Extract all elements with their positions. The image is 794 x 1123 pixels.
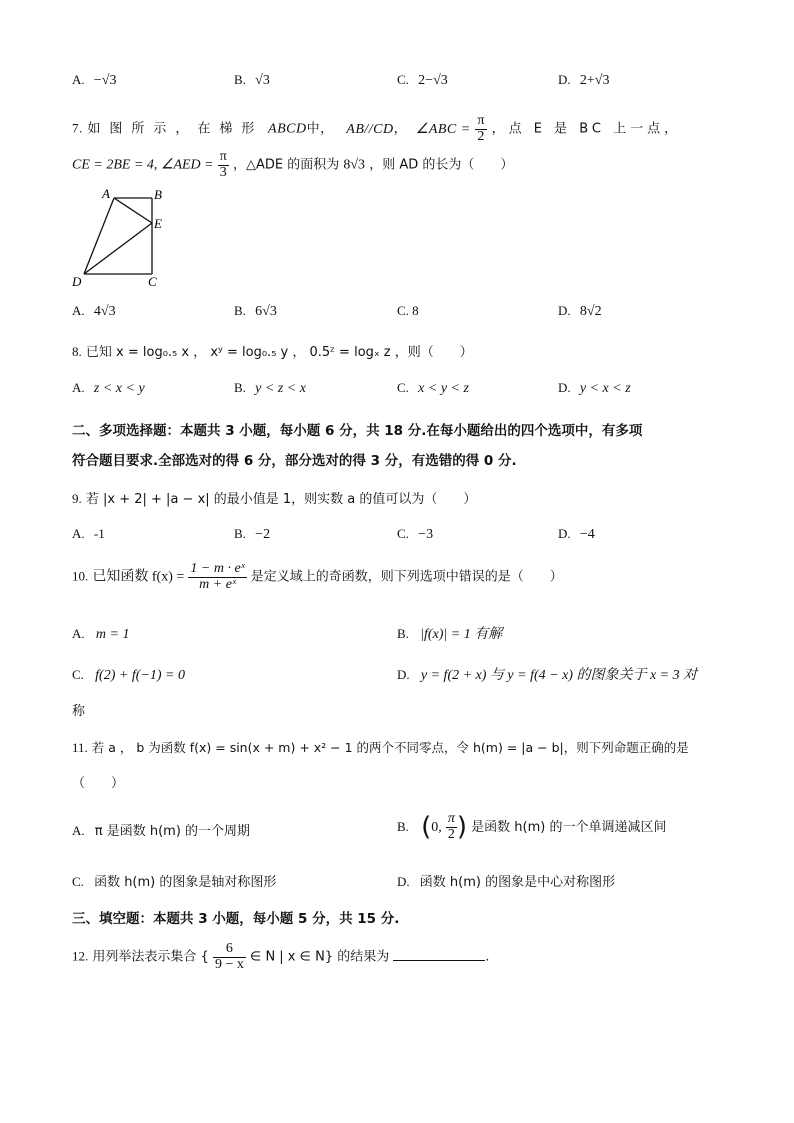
q11-option-d-value: 函数 h(m) 的图象是中心对称图形: [419, 875, 616, 890]
q8-stem: [72, 344, 473, 361]
q7-option-a-value: 4√3: [93, 304, 116, 319]
q12-end: .: [485, 949, 490, 965]
q11-option-b-interval-open: 0,: [431, 820, 442, 836]
q11-option-b-label: B.: [397, 819, 409, 835]
q8-option-d-label: D.: [558, 380, 571, 395]
q7-area-value: 8√3: [343, 157, 366, 173]
q7-pi-2: π: [219, 149, 227, 164]
q11-option-a-label: A.: [72, 823, 85, 838]
q10-option-d-label: D.: [397, 667, 410, 682]
q8-option-b: [234, 380, 306, 398]
q7-option-b-label: B.: [234, 303, 246, 318]
q9-option-b-value: −2: [255, 527, 271, 542]
q11-option-a-value: π 是函数 h(m) 的一个周期: [94, 824, 251, 839]
q7-option-b: [234, 303, 277, 321]
segment-ae: [114, 198, 152, 223]
q9-option-c-label: C.: [397, 526, 409, 541]
section2-heading-line1: 二、多项选择题：本题共 3 小题，每小题 6 分，共 18 分.在每小题给出的四个选项中，有多项: [72, 423, 643, 439]
q6-option-b: [234, 72, 270, 90]
q11-option-b: [397, 812, 666, 843]
q7-angle-abc: ∠ABC =: [415, 121, 471, 137]
q11-option-b-open-paren: (: [421, 812, 432, 842]
q10-option-b-value: |f(x)| = 1 有解: [420, 627, 503, 642]
q7-three: 3: [219, 164, 227, 180]
q7-option-a-label: A.: [72, 303, 85, 318]
q8-option-c-value: x < y < z: [418, 381, 469, 396]
q8-option-b-value: y < z < x: [255, 381, 306, 396]
q10-option-a-label: A.: [72, 626, 85, 641]
q11-option-d: [397, 874, 615, 891]
q7-option-d-value: 8√2: [579, 304, 602, 319]
q9-option-d-label: D.: [558, 526, 571, 541]
q10-option-c-label: C.: [72, 667, 84, 682]
q11-option-a: [72, 823, 250, 840]
q8-text: 已知 x = log₀.₅ x ， xʸ = log₀.₅ y ， 0.5ᶻ = logₓ z ，则（ ）: [85, 345, 473, 360]
q7-zhong: 中，: [306, 121, 334, 137]
q10-option-d-value: y = f(2 + x) 与 y = f(4 − x) 的图象关于 x = 3 对: [420, 668, 698, 683]
q7-parallel: AB//CD: [346, 121, 394, 137]
q7-point-e-text: ，点 E 是 BC 上一点，: [491, 121, 682, 137]
q11-option-b-fraction: [446, 812, 457, 842]
q10-option-c: [72, 667, 185, 685]
q8-option-a: [72, 380, 145, 398]
q11-option-d-label: D.: [397, 874, 410, 889]
q9-option-d-value: −4: [579, 527, 595, 542]
q12-answer-blank[interactable]: [393, 948, 485, 961]
q10-denominator: m + eˣ: [199, 576, 236, 592]
q8-option-d-value: y < x < z: [579, 381, 631, 396]
q7-trapezoid-figure: [68, 186, 178, 290]
q7-option-a: [72, 303, 116, 321]
q10-fraction: [188, 562, 246, 592]
q10-numerator: 1 − m · eˣ: [190, 561, 245, 576]
q10-stem: [72, 562, 563, 592]
q8-number: 8.: [72, 344, 82, 359]
q9-option-c: [397, 526, 433, 544]
q7-pi-over-3: [218, 150, 229, 180]
q6-option-a: [72, 72, 116, 90]
q10-suffix: 是定义域上的奇函数，则下列选项中错误的是（ ）: [250, 569, 563, 585]
q9-text: 若 |x + 2| + |a − x| 的最小值是 1，则实数 a 的值可以为（ ）: [85, 492, 477, 507]
q6-option-a-value: −√3: [93, 73, 117, 88]
q10-option-b: [397, 626, 502, 644]
q8-option-c-label: C.: [397, 380, 409, 395]
q6-option-c-value: 2−√3: [418, 73, 448, 88]
q11-option-c-label: C.: [72, 874, 84, 889]
q6-option-a-label: A.: [72, 72, 85, 87]
label-d: D: [72, 274, 82, 289]
q10-option-d-continuation: 称: [72, 704, 86, 719]
q8-option-a-label: A.: [72, 380, 85, 395]
q12-number: 12.: [72, 948, 89, 964]
q9-option-b-label: B.: [234, 526, 246, 541]
q10-option-b-label: B.: [397, 626, 409, 641]
q9-stem: [72, 491, 476, 508]
q11-text: 若 a ， b 为函数 f(x) = sin(x + m) + x² − 1 的两个不同零点，令 h(m) = |a − b|，则下列命题正确的是: [91, 740, 689, 755]
q7-option-d-label: D.: [558, 303, 571, 318]
q7-area-text: ，△ADE 的面积为: [232, 157, 340, 173]
q6-option-b-value: √3: [255, 73, 270, 88]
label-b: B: [154, 187, 162, 202]
q7-pi: π: [477, 113, 485, 128]
q9-option-a: [72, 526, 105, 542]
q7-line2: [72, 150, 513, 180]
q9-option-a-value: -1: [93, 526, 105, 541]
q11-option-b-text: 是函数 h(m) 的一个单调递减区间: [471, 820, 667, 836]
q11-number: 11.: [72, 740, 88, 755]
section3-heading: 三、填空题：本题共 3 小题，每小题 5 分，共 15 分.: [72, 911, 400, 927]
q7-ask-text: ，则 AD 的长为（ ）: [369, 157, 514, 173]
q6-option-c: [397, 72, 448, 90]
section2-heading-line2: 符合题目要求.全部选对的得 6 分，部分选对的得 3 分，有选错的得 0 分.: [72, 453, 517, 469]
q11-option-b-two: 2: [447, 827, 455, 843]
q6-option-d-label: D.: [558, 72, 571, 87]
q11-option-c: [72, 874, 276, 891]
q9-option-d: [558, 526, 595, 544]
q11-option-c-value: 函数 h(m) 的图象是轴对称图形: [94, 875, 277, 890]
q6-option-d: [558, 72, 609, 90]
q12-stem: [72, 942, 490, 972]
q11-paren: （ ）: [72, 776, 125, 791]
q6-option-b-label: B.: [234, 72, 246, 87]
q11-stem: [72, 740, 689, 756]
q7-line1-text: 如图所示，在梯形: [87, 121, 264, 137]
q8-option-b-label: B.: [234, 380, 246, 395]
label-c: C: [148, 274, 157, 289]
q11-option-b-close-paren: ): [456, 812, 468, 842]
label-a: A: [102, 186, 110, 201]
q9-option-a-label: A.: [72, 526, 85, 541]
q7-pi-over-2: [475, 114, 487, 144]
q7-trapezoid: ABCD: [268, 121, 307, 137]
q9-number: 9.: [72, 491, 82, 506]
q10-option-c-value: f(2) + f(−1) = 0: [95, 668, 185, 683]
q10-option-d: [397, 667, 697, 685]
q8-option-a-value: z < x < y: [93, 381, 145, 396]
q12-denominator: 9 − x: [214, 956, 244, 972]
q7-option-d: [558, 303, 602, 321]
q7-option-c: [397, 303, 419, 319]
q12-suffix: ∈ N | x ∈ N} 的结果为: [249, 949, 390, 965]
q7-option-c-label: C.: [397, 303, 409, 318]
q12-numerator: 6: [213, 942, 246, 958]
q7-comma: ，: [393, 121, 408, 137]
q6-option-d-value: 2+√3: [579, 73, 610, 88]
q11-option-b-pi: π: [447, 811, 455, 827]
q9-option-b: [234, 526, 270, 544]
q10-prefix: 已知函数 f(x) =: [92, 569, 185, 585]
q7-number: 7.: [72, 120, 83, 136]
label-e: E: [154, 216, 162, 231]
q7-line1: [72, 114, 681, 144]
q7-option-c-value: 8: [412, 303, 419, 318]
q10-option-a-value: m = 1: [95, 627, 130, 642]
q6-option-c-label: C.: [397, 72, 409, 87]
q8-option-c: [397, 380, 469, 398]
q10-option-a: [72, 626, 129, 644]
q8-option-d: [558, 380, 631, 398]
q12-fraction: [213, 942, 246, 972]
q7-two: 2: [477, 128, 485, 144]
q12-prefix: 用列举法表示集合 {: [92, 949, 209, 965]
q9-option-c-value: −3: [418, 527, 434, 542]
q10-number: 10.: [72, 568, 89, 584]
q7-line2-lhs: CE = 2BE = 4, ∠AED =: [72, 157, 214, 173]
q7-option-b-value: 6√3: [255, 304, 277, 319]
